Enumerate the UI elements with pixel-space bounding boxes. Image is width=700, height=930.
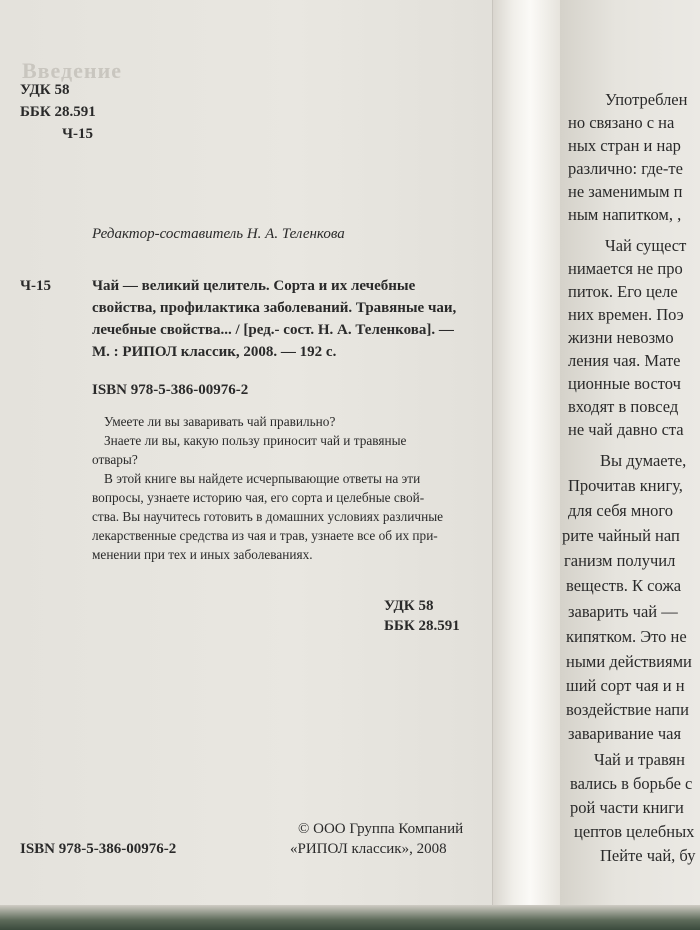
right-page-line: цептов целебных — [574, 822, 695, 841]
right-page-line: не заменимым п — [568, 182, 683, 201]
annotation-line: лекарственные средства из чая и трав, узнаете все об их при- — [92, 528, 438, 543]
annotation-line: В этой книге вы найдете исчерпывающие ответы на эти — [104, 471, 421, 486]
copyright-line: © ООО Группа Компаний — [298, 821, 464, 837]
right-page-line: нимается не про — [568, 259, 683, 278]
entry-line: М. : РИПОЛ классик, 2008. — 192 с. — [92, 344, 337, 360]
right-page-line: ными действиями — [566, 652, 692, 671]
entry-line: свойства, профилактика заболеваний. Травяные чаи, — [92, 300, 457, 316]
right-page — [560, 0, 700, 930]
right-page-line: ления чая. Мате — [568, 351, 681, 370]
annotation-line: отвары? — [92, 452, 138, 467]
isbn-line: ISBN 978-5-386-00976-2 — [92, 382, 249, 398]
annotation-line: менении при тех и иных заболеваниях. — [92, 547, 313, 562]
right-page-line: ший сорт чая и н — [566, 676, 685, 695]
right-page-line: Вы думаете, — [600, 451, 687, 470]
right-page-line: Чай и травян — [594, 750, 685, 769]
annotation-line: вопросы, узнаете историю чая, его сорта и целебные свой- — [92, 490, 425, 505]
annotation-line: Знаете ли вы, какую пользу приносит чай и травяные — [104, 433, 407, 448]
author-mark: Ч-15 — [62, 126, 94, 142]
right-page-line: Чай сущест — [605, 236, 687, 255]
right-page-line: ганизм получил — [564, 551, 676, 570]
right-page-line: ным напитком, , — [568, 205, 682, 224]
entry-line: Чай — великий целитель. Сорта и их лечебные — [92, 278, 416, 294]
right-page-line: них времен. Поэ — [568, 305, 684, 324]
right-page-line: Употреблен — [605, 90, 688, 109]
udk-code: УДК 58 — [20, 82, 70, 98]
copyright-line: «РИПОЛ классик», 2008 — [290, 841, 447, 857]
udk-right: УДК 58 — [384, 598, 434, 614]
right-page-line: Пейте чай, бу — [600, 846, 696, 865]
right-page-line: рой части книги — [570, 798, 684, 817]
right-page-line: заварить чай — — [568, 602, 678, 621]
right-page-line: питок. Его целе — [568, 282, 678, 301]
right-page-line: различно: где-те — [568, 159, 683, 178]
isbn-bottom: ISBN 978-5-386-00976-2 — [20, 841, 177, 857]
right-page-line: ционные восточ — [568, 374, 681, 393]
annotation-line: ства. Вы научитесь готовить в домашних условиях различные — [92, 509, 444, 524]
right-page-line: кипятком. Это не — [566, 627, 687, 646]
bbk-right: ББК 28.591 — [384, 618, 460, 634]
right-page-line: Прочитав книгу, — [568, 476, 683, 495]
right-page-line: для себя много — [568, 501, 674, 520]
right-page-line: входят в повсед — [568, 397, 679, 416]
book-bottom-edge — [0, 905, 700, 930]
right-page-line: воздействие напи — [566, 700, 689, 719]
right-page-line: веществ. К сожа — [566, 576, 682, 595]
right-page-line: рите чайный нап — [562, 526, 680, 545]
annotation-line: Умеете ли вы заваривать чай правильно? — [104, 414, 336, 429]
bbk-code: ББК 28.591 — [20, 104, 96, 120]
right-page-line: вались в борьбе с — [570, 774, 693, 793]
book-spine-gutter — [492, 0, 561, 930]
editor-line: Редактор-составитель Н. А. Теленкова — [92, 226, 345, 242]
right-page-line: но связано с на — [568, 113, 675, 132]
right-page-line: не чай давно ста — [568, 420, 684, 439]
right-page-line: жизни невозмо — [568, 328, 674, 347]
right-page-line: ных стран и нар — [568, 136, 681, 155]
entry-mark: Ч-15 — [20, 278, 52, 294]
show-through-heading: Введение — [22, 58, 123, 83]
right-page-line: заваривание чая — [568, 724, 682, 743]
entry-line: лечебные свойства... / [ред.- сост. Н. А. Теленкова]. — — [92, 322, 454, 338]
